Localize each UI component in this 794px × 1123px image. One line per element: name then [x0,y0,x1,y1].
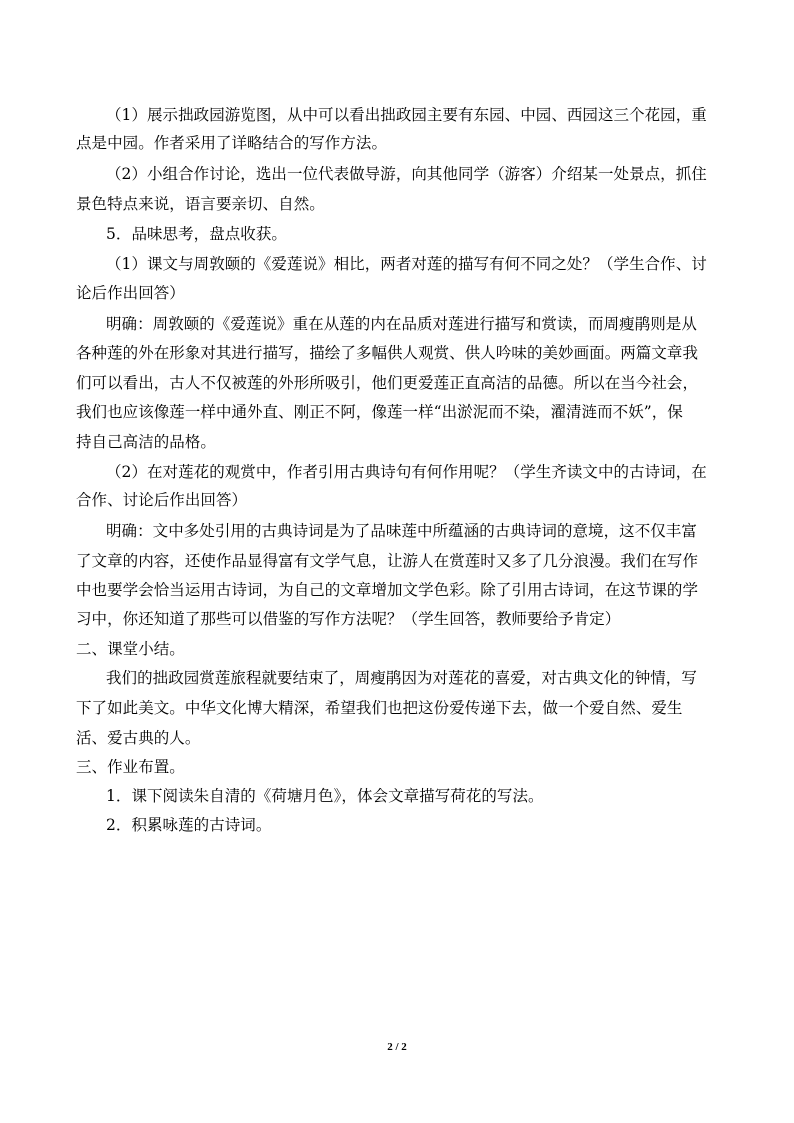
paragraph-line: 合作、讨论后作出回答） [76,491,248,509]
paragraph-line: 活、爱古典的人。 [76,729,201,747]
paragraph-line: （2）小组合作讨论，选出一位代表做导游，向其他同学（游客）介绍某一处景点，抓住 [106,165,707,183]
paragraph-line: 中也要学会恰当运用古诗词，为自己的文章增加文学色彩。除了引用古诗词，在这节课的学 [76,581,699,599]
paragraph-line: 我们也应该像莲一样中通外直、刚正不阿，像莲一样“出淤泥而不染，濯清涟而不妖”，保 [76,403,683,421]
paragraph-line: 论后作出回答） [76,284,185,302]
list-item: 1．课下阅读朱自清的《荷塘月色》，体会文章描写荷花的写法。 [106,787,544,805]
section-heading: 二、课堂小结。 [76,640,185,658]
paragraph-line: 点是中园。作者采用了详略结合的写作方法。 [76,134,388,152]
paragraph-line: 我们的拙政园赏莲旅程就要结束了，周瘦鹃因为对莲花的喜爱，对古典文化的钟情，写 [106,669,697,687]
paragraph-line: （2）在对莲花的观赏中，作者引用古典诗句有何作用呢？（学生齐读文中的古诗词，在 [106,463,707,481]
paragraph-line: （1）课文与周敦颐的《爱莲说》相比，两者对莲的描写有何不同之处？（学生合作、讨 [106,255,707,273]
paragraph-line: 明确：文中多处引用的古典诗词是为了品味莲中所蕴涵的古典诗词的意境，这不仅丰富 [106,522,697,540]
paragraph-line: 下了如此美文。中华文化博大精深，希望我们也把这份爱传递下去，做一个爱自然、爱生 [76,699,683,717]
section-heading: 三、作业布置。 [76,758,185,776]
paragraph-line: 景色特点来说，语言要亲切、自然。 [76,195,325,213]
page-number: 2 / 2 [387,1041,407,1053]
list-item: 2．积累咏莲的古诗词。 [106,816,272,834]
paragraph-line: 明确：周敦颐的《爱莲说》重在从莲的内在品质对莲进行描写和赏读，而周瘦鹃则是从 [106,315,697,333]
paragraph-line: （1）展示拙政园游览图，从中可以看出拙政园主要有东园、中园、西园这三个花园，重 [106,106,707,124]
section-heading: 5．品味思考，盘点收获。 [106,225,287,243]
paragraph-line: 持自己高洁的品格。 [76,433,216,451]
paragraph-line: 习中，你还知道了那些可以借鉴的写作方法呢？（学生回答，教师要给予肯定） [76,610,621,628]
paragraph-line: 各种莲的外在形象对其进行描写，描绘了多幅供人观赏、供人吟味的美妙画面。两篇文章我 [76,344,699,362]
paragraph-line: 了文章的内容，还使作品显得富有文学气息，让游人在赏莲时又多了几分浪漫。我们在写作 [76,552,699,570]
paragraph-line: 们可以看出，古人不仅被莲的外形所吸引，他们更爱莲正直高洁的品德。所以在当今社会， [76,374,699,392]
